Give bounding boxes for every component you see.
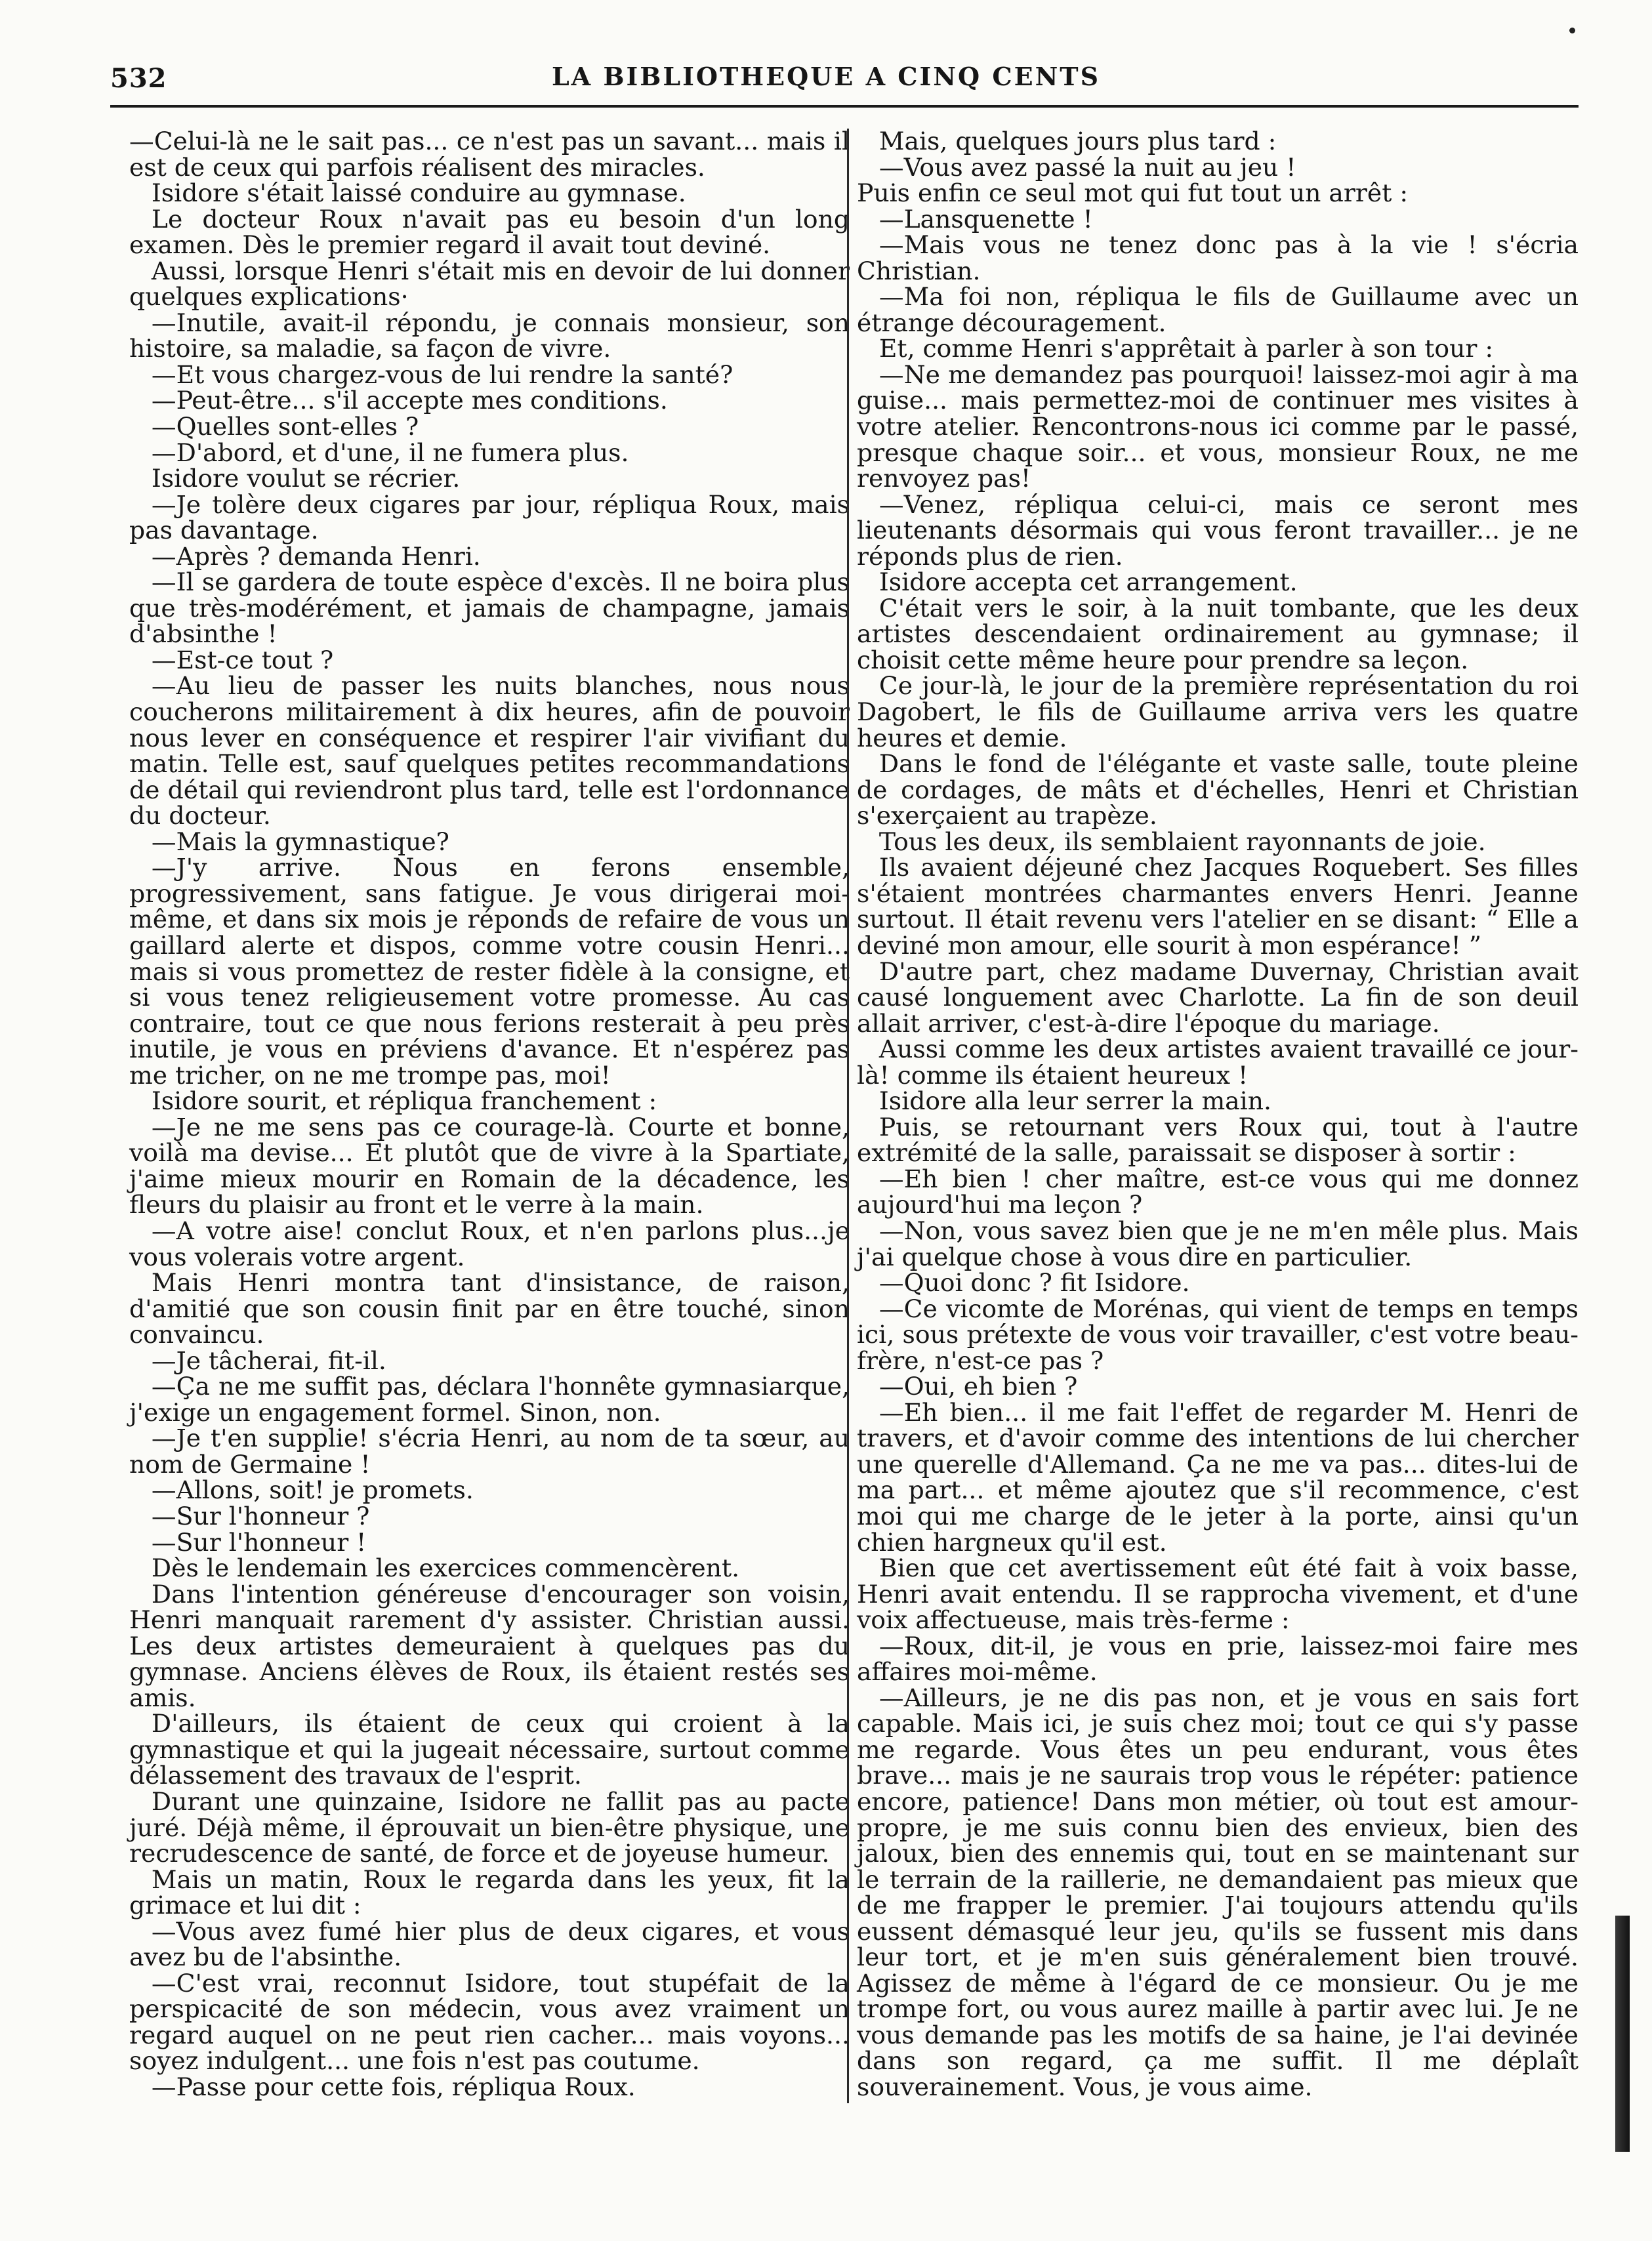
paragraph: Bien que cet avertissement eût été fait à voix basse, Henri avait entendu. Il se rapprocha vivement, et d'une voix affectueuse, mais très-ferme : (857, 1553, 1579, 1635)
paragraph: Isidore voulut se récrier. (151, 464, 461, 493)
paragraph: —Ce vicomte de Morénas, qui vient de temps en temps ici, sous prétexte de vous voir travailler, c'est votre beau-frère, n'est-ce pas ? (857, 1294, 1579, 1375)
paragraph: Mais un matin, Roux le regarda dans les yeux, fit la grimace et lui dit : (129, 1864, 850, 1920)
paragraph: —J'y arrive. Nous en ferons ensemble, progressivement, sans fatigue. Je vous dirigerai moi-même, et dans six mois je réponds de refaire de vous un gaillard alerte et dispos, comme votre cousin Henri... mais si vous promettez de rester fidèle à la consigne, et si vous tenez religieusement votre promesse. Au cas contraire, tout ce que nous ferions resterait à peu près inutile, je vous en préviens d'avance. Et n'espérez pas me tricher, on ne me trompe pas, moi! (129, 853, 850, 1090)
paragraph: —A votre aise! conclut Roux, et n'en parlons plus...je vous volerais votre argent. (129, 1216, 850, 1271)
paragraph: —Quelles sont-elles ? (151, 412, 419, 442)
paragraph: Isidore accepta cet arrangement. (878, 567, 1298, 597)
paragraph: C'était vers le soir, à la nuit tombante, que les deux artistes descendaient ordinairement au gymnase; il choisit cette même heure pour prendre sa leçon. (857, 593, 1579, 674)
paragraph: —Eh bien... il me fait l'effet de regarder M. Henri de travers, et d'avoir comme des intentions de lui chercher une querelle d'Allemand. Ça ne me va pas... dites-lui de ma part... et même ajoutez que s'il recommence, c'est moi qui me charge de le jeter à la porte, ainsi qu'un chien hargneux qu'il est. (857, 1397, 1579, 1557)
paragraph: —Peut-être... s'il accepte mes conditions. (151, 386, 668, 415)
paragraph: —Inutile, avait-il répondu, je connais monsieur, son histoire, sa maladie, sa façon de vivre. (129, 308, 850, 363)
paragraph: —Quoi donc ? fit Isidore. (878, 1268, 1190, 1298)
paragraph: —Ma foi non, répliqua le fils de Guillaume avec un étrange découragement. (857, 282, 1579, 337)
paragraph: —Après ? demanda Henri. (151, 541, 481, 571)
paragraph: —Je ne me sens pas ce courage-là. Courte et bonne, voilà ma devise... Et plutôt que de vivre à la Spartiate, j'aime mieux mourir en Romain de la décadence, les fleurs du plaisir au front et le verre à la main. (129, 1112, 850, 1220)
paragraph: —Je tâcherai, fit-il. (151, 1346, 386, 1375)
paragraph: Dans l'intention généreuse d'encourager son voisin, Henri manquait rarement d'y assister. Christian aussi. Les deux artistes demeuraient à quelques pas du gymnase. Anciens élèves de Roux, ils étaient restés ses amis. (129, 1579, 850, 1712)
paragraph: Ils avaient déjeuné chez Jacques Roquebert. Ses filles s'étaient montrées charmantes envers Henri. Jeanne surtout. Il était revenu vers l'atelier en se disant: “ Elle a deviné mon amour, elle sourit à mon espérance! ” (857, 853, 1579, 960)
page-edge-shadow (1615, 1916, 1630, 2152)
paragraph: —D'abord, et d'une, il ne fumera plus. (151, 438, 629, 467)
paragraph: Mais Henri montra tant d'insistance, de raison, d'amitié que son cousin finit par en être touché, sinon convaincu. (129, 1268, 850, 1349)
paragraph: —Je t'en supplie! s'écria Henri, au nom de ta sœur, au nom de Germaine ! (129, 1424, 850, 1479)
paragraph: —Ça ne me suffit pas, déclara l'honnête gymnasiarque, j'exige un engagement formel. Sinon, non. (129, 1372, 850, 1427)
paragraph: —Et vous chargez-vous de lui rendre la santé? (151, 360, 733, 389)
paragraph: —Sur l'honneur ! (151, 1527, 367, 1557)
header-rule (110, 105, 1579, 108)
paragraph: —Ailleurs, je ne dis pas non, et je vous en sais fort capable. Mais ici, je suis chez moi; tout ce qui s'y passe me regarde. Vous êtes un peu endurant, vous êtes brave... mais je ne saurais trop vous le répéter: patience encore, patience! Dans mon métier, où tout est amour-propre, je me suis connu bien des envieux, bien des jaloux, bien des ennemis qui, tout en se maintenant sur le terrain de la raillerie, ne demandaient pas mieux que de me frapper le premier. J'ai toujours attendu qu'ils eussent démasqué leur jeu, qu'ils se fussent mis dans leur tort, et je m'en suis généralement bien trouvé. Agissez de même à l'égard de ce monsieur. Ou je me trompe fort, ou vous aurez maille à partir avec lui. Je ne vous demande pas les motifs de sa haine, je l'ai devinée dans son regard, ça me suffit. Il me déplaît souverainement. Vous, je vous aime. (857, 1683, 1579, 2102)
column-divider (847, 129, 849, 2103)
paragraph: Ce jour-là, le jour de la première représentation du roi Dagobert, le fils de Guillaume arriva vers les quatre heures et demie. (857, 671, 1579, 752)
paragraph: —Est-ce tout ? (151, 645, 334, 674)
paragraph: —Mais la gymnastique? (151, 827, 449, 856)
paragraph: —Celui-là ne le sait pas... ce n'est pas un savant... mais il est de ceux qui parfois réalisent des miracles. (129, 127, 850, 182)
paragraph: D'autre part, chez madame Duvernay, Christian avait causé longuement avec Charlotte. La fin de son deuil allait arriver, c'est-à-dire l'époque du mariage. (857, 956, 1579, 1038)
paragraph: —Vous avez fumé hier plus de deux cigares, et vous avez bu de l'absinthe. (129, 1916, 850, 1972)
running-title: LA BIBLIOTHEQUE A CINQ CENTS (551, 62, 1101, 91)
paragraph: Et, comme Henri s'apprêtait à parler à son tour : (878, 334, 1494, 363)
paragraph: Aussi, lorsque Henri s'était mis en devoir de lui donner quelques explications· (129, 256, 850, 312)
paragraph: Le docteur Roux n'avait pas eu besoin d'un long examen. Dès le premier regard il avait tout deviné. (129, 204, 850, 260)
paragraph: —C'est vrai, reconnut Isidore, tout stupéfait de la perspicacité de son médecin, vous avez vraiment un regard auquel on ne peut rien cacher... mais voyons... soyez indulgent... une fois n'est pas coutume. (129, 1968, 850, 2076)
paragraph: Dans le fond de l'élégante et vaste salle, toute pleine de cordages, de mâts et d'échelles, Henri et Christian s'exerçaient au trapèze. (857, 749, 1579, 831)
paragraph: Puis enfin ce seul mot qui fut tout un arrêt : (857, 178, 1409, 208)
paragraph: Dès le lendemain les exercices commencèrent. (151, 1553, 740, 1583)
paragraph: Puis, se retournant vers Roux qui, tout à l'autre extrémité de la salle, paraissait se disposer à sortir : (857, 1112, 1579, 1168)
paragraph: Durant une quinzaine, Isidore ne fallit pas au pacte juré. Déjà même, il éprouvait un bien-être physique, une recrudescence de santé, de force et de joyeuse humeur. (129, 1787, 850, 1868)
paragraph: —Passe pour cette fois, répliqua Roux. (151, 2072, 636, 2102)
paragraph: Isidore s'était laissé conduire au gymnase. (151, 178, 686, 208)
paragraph: D'ailleurs, ils étaient de ceux qui croient à la gymnastique et qui la jugeait nécessaire, surtout comme délassement des travaux de l'esprit. (129, 1709, 850, 1790)
paragraph: —Mais vous ne tenez donc pas à la vie ! s'écria Christian. (857, 230, 1579, 285)
paragraph: —Il se gardera de toute espèce d'excès. Il ne boira plus que très-modérément, et jamais de champagne, jamais d'absinthe ! (129, 567, 850, 649)
paragraph: —Vous avez passé la nuit au jeu ! (878, 152, 1296, 182)
paragraph: Aussi comme les deux artistes avaient travaillé ce jour-là! comme ils étaient heureux ! (857, 1035, 1579, 1090)
paragraph: —Oui, eh bien ? (878, 1372, 1078, 1401)
paragraph: —Allons, soit! je promets. (151, 1475, 474, 1505)
paragraph: —Venez, répliqua celui-ci, mais ce seront mes lieutenants désormais qui vous feront travailler... je ne réponds plus de rien. (857, 489, 1579, 571)
paragraph: Mais, quelques jours plus tard : (878, 127, 1277, 155)
paragraph: —Eh bien ! cher maître, est-ce vous qui me donnez aujourd'hui ma leçon ? (857, 1164, 1579, 1220)
right-column (857, 129, 1579, 2101)
paragraph: —Roux, dit-il, je vous en prie, laissez-moi faire mes affaires moi-même. (857, 1631, 1579, 1687)
paragraph: —Au lieu de passer les nuits blanches, nous nous coucherons militairement à dix heures, afin de pouvoir nous lever en conséquence et respirer l'air vivifiant du matin. Telle est, sauf quelques petites recommandations de détail qui reviendront plus tard, telle est l'ordonnance du docteur. (129, 671, 850, 831)
paragraph: —Sur l'honneur ? (151, 1501, 370, 1531)
paragraph: Tous les deux, ils semblaient rayonnants de joie. (878, 827, 1486, 856)
paragraph: —Ne me demandez pas pourquoi! laissez-moi agir à ma guise... mais permettez-moi de continuer mes visites à votre atelier. Rencontrons-nous ici comme par le passé, presque chaque soir... et vous, monsieur Roux, ne me renvoyez pas! (857, 360, 1579, 493)
paragraph: —Non, vous savez bien que je ne m'en mêle plus. Mais j'ai quelque chose à vous dire en particulier. (857, 1216, 1579, 1271)
ink-speck (1569, 28, 1575, 33)
page-number: 532 (110, 63, 167, 94)
paragraph: —Je tolère deux cigares par jour, répliqua Roux, mais pas davantage. (129, 489, 850, 545)
paragraph: —Lansquenette ! (878, 204, 1093, 234)
left-column (129, 129, 850, 2101)
paragraph: Isidore sourit, et répliqua franchement : (151, 1086, 657, 1116)
paragraph: Isidore alla leur serrer la main. (878, 1086, 1271, 1116)
